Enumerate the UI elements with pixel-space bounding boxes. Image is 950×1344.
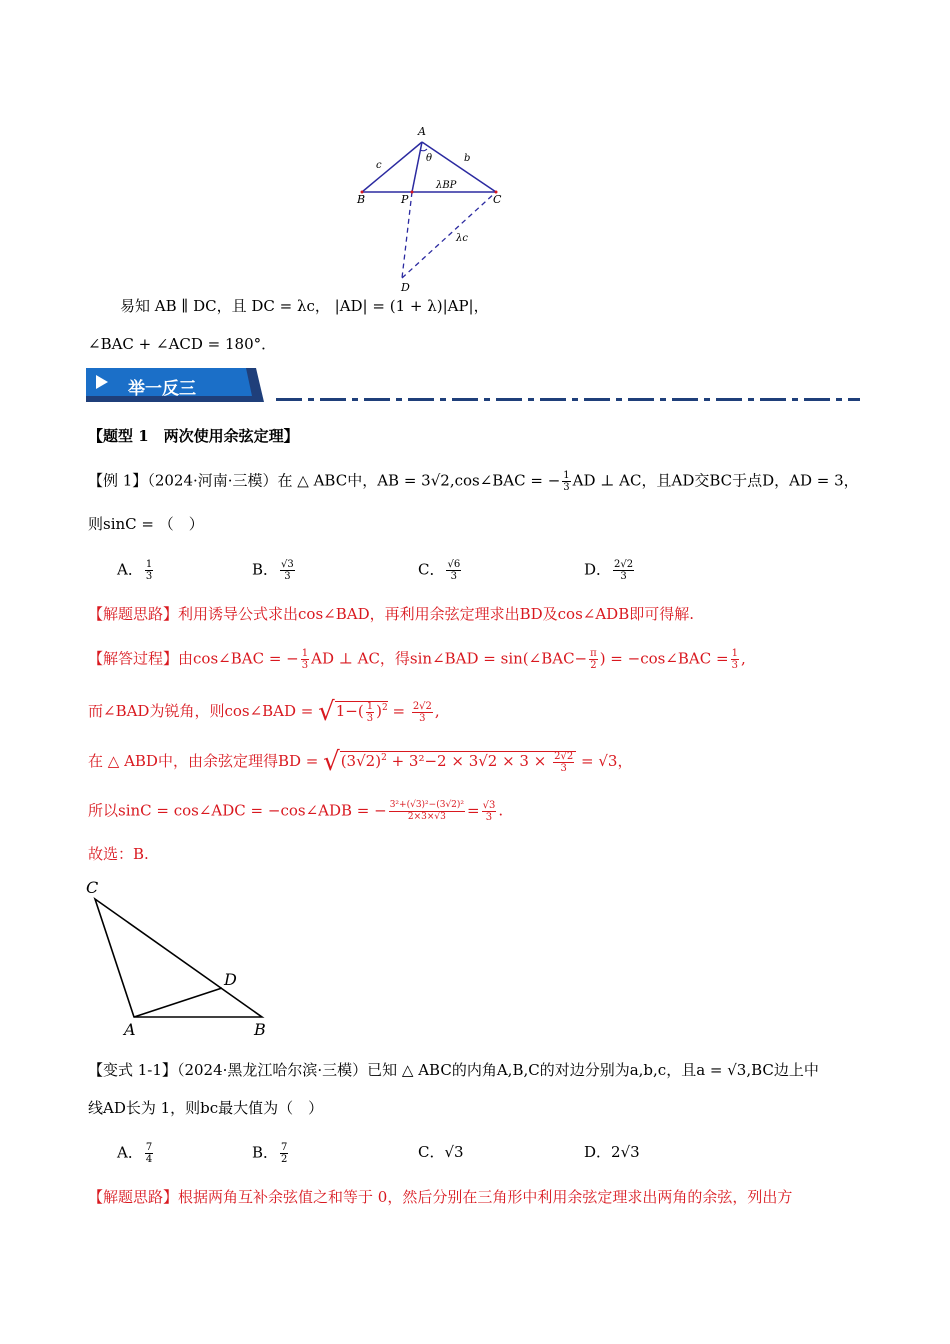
banner-label: 举一反三 <box>128 379 196 399</box>
label-b: b <box>464 153 471 164</box>
label-lambdac: λc <box>456 233 468 244</box>
fig2-label-B: B <box>254 1020 266 1039</box>
solution1-line2: 而∠BAD为锐角，则cos∠BAD = √1−( $\frac{1}{3}$ )$^2$ = $\frac{2√2}{3}$ , <box>88 697 440 727</box>
variant1-line1: 【变式 1-1】（2024·黑龙江哈尔滨·三模）已知 △ ABC的内角A,B,C的对边分别为a,b,c，且a = √3,BC边上中 <box>88 1061 819 1079</box>
triangle-figure-top <box>350 120 510 295</box>
option-a[interactable]: A． $\frac{1}{3}$ <box>117 559 153 582</box>
intro-line-2: ∠BAC + ∠ACD = 180°． <box>88 335 277 353</box>
fig2-label-A: A <box>124 1020 136 1039</box>
option-b[interactable]: B． $\frac{√3}{3}$ <box>252 559 294 582</box>
label-lambdaBP: λBP <box>436 180 457 191</box>
solution1-line4: 所以sinC = cos∠ADC = −cos∠ADB = − $\frac{\text{3²+(√3)²−(3√2)²}}{2\times 3\times√3}$ = $\frac{√3}{3}$ . <box>88 800 504 823</box>
dash-divider <box>276 398 860 401</box>
label-A: A <box>418 125 426 138</box>
variant1-idea: 【解题思路】根据两角互补余弦值之和等于 0，然后分别在三角形中利用余弦定理求出两角的余弦，列出方 <box>88 1188 793 1206</box>
label-c: c <box>376 160 382 171</box>
label-P: P <box>401 193 409 206</box>
option-d[interactable]: D． $\frac{2√2}{3}$ <box>584 559 634 582</box>
variant-option-c[interactable]: C．√3 <box>418 1143 464 1161</box>
label-theta: θ <box>426 153 433 164</box>
example1-frac: $\frac{1}{3}$ <box>563 470 570 493</box>
intro-line-1: 易知 AB ∥ DC，且 DC = λc， |AD| = (1 + λ)|AP|， <box>120 297 489 315</box>
variant1-line2: 线AD长为 1，则bc最大值为（ ） <box>88 1099 324 1117</box>
variant-option-d[interactable]: D．2√3 <box>584 1143 640 1161</box>
label-B: B <box>357 193 366 206</box>
example1-text-a: 在 △ ABC中，AB = 3√2,cos∠BAC = − <box>277 471 561 490</box>
example1-line2: 则sinC = （ ） <box>88 515 204 533</box>
example1-tag: 【例 1】 <box>88 471 148 490</box>
triangle-figure-2 <box>82 875 282 1040</box>
label-C: C <box>493 193 502 206</box>
solution1-idea: 【解题思路】利用诱导公式求出cos∠BAD，再利用余弦定理求出BD及cos∠ADB即可得解. <box>88 605 694 623</box>
example1-line1 <box>88 470 859 493</box>
example1-source: （2024·河南·三模） <box>147 471 278 490</box>
example1-text-b: AD ⊥ AC，且AD交BC于点D，AD = 3， <box>572 471 859 490</box>
variant-option-a[interactable]: A． $\frac{7}{4}$ <box>117 1142 153 1165</box>
solution1-line1: 【解答过程】由cos∠BAC = − $\frac{1}{3}$ AD ⊥ AC，得sin∠BAD = sin(∠BAC− $\frac{\pi}{2}$ ) = −cos∠BAC = $\frac{1}{3}$ , <box>88 648 746 671</box>
label-D: D <box>401 281 410 294</box>
option-c[interactable]: C． $\frac{√6}{3}$ <box>418 559 461 582</box>
section-title: 【题型 1 两次使用余弦定理】 <box>88 427 299 445</box>
fig2-label-D: D <box>224 970 237 989</box>
variant-option-b[interactable]: B． $\frac{7}{2}$ <box>252 1142 288 1165</box>
solution1-answer: 故选：B. <box>88 845 149 863</box>
solution1-line3: 在 △ ABD中，由余弦定理得BD = $√(3√2)^2 + 3^2-2 \times 3√2 \times 3$ × $\frac{2√2}{3}$ = √3， <box>88 747 633 777</box>
fig2-label-C: C <box>86 878 99 897</box>
